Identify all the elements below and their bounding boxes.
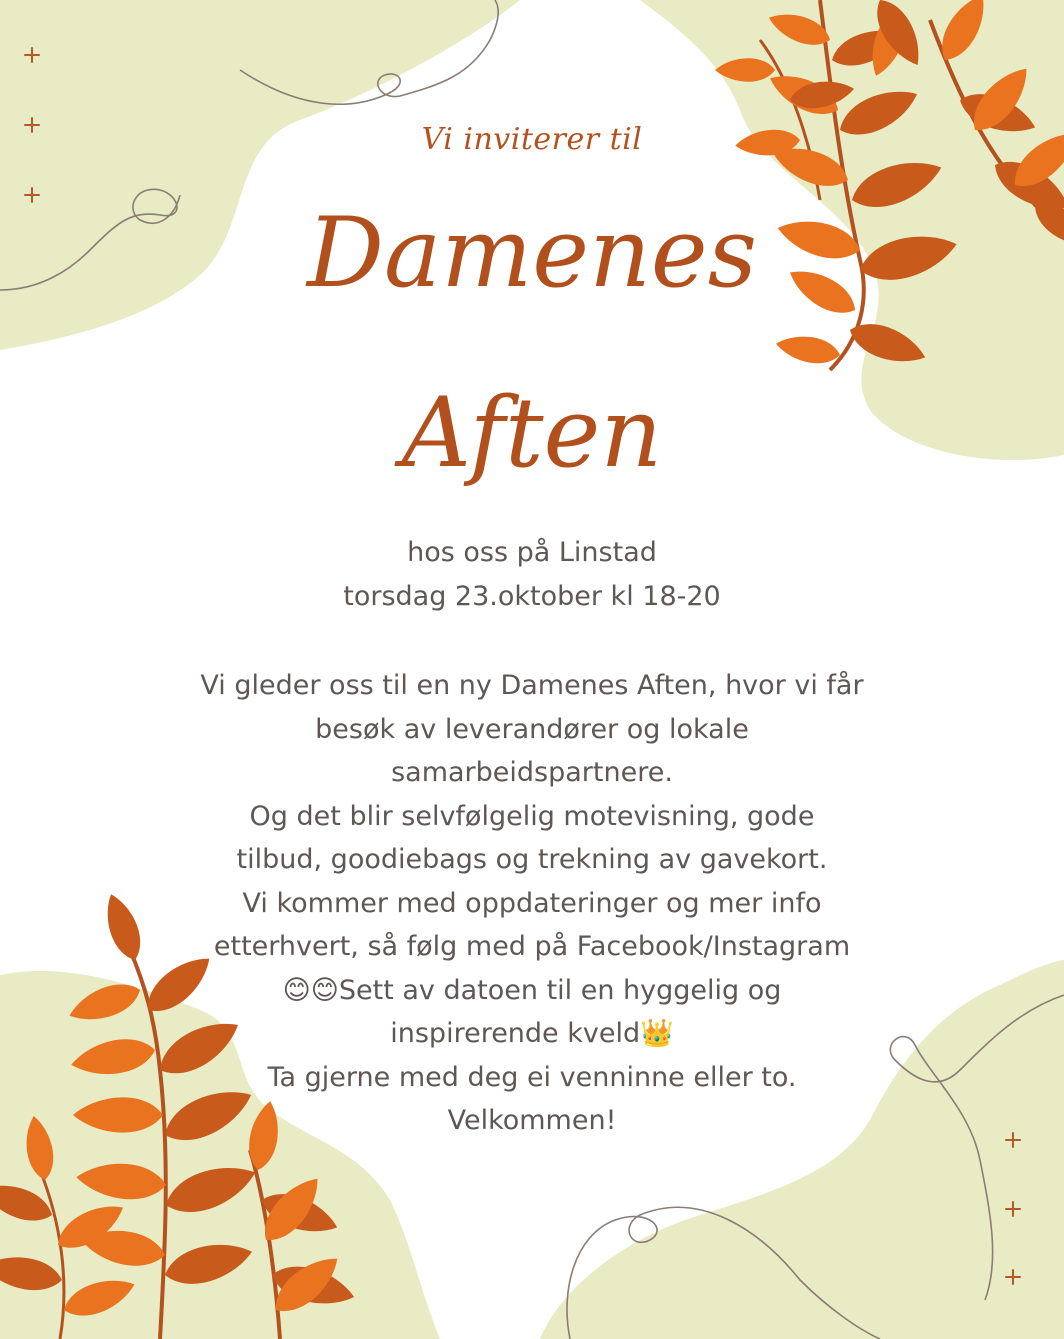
description-line: Vi kommer med oppdateringer og mer info [242, 887, 822, 919]
description-line: Og det blir selvfølgelig motevisning, gode [249, 800, 815, 832]
description-line: tilbud, goodiebags og trekning av gavekort. [236, 844, 828, 875]
event-description [118, 664, 946, 1143]
description-line: inspirerende kveld👑 [390, 1018, 674, 1049]
description-line: etterhvert, så følg med på Facebook/Instagram [213, 931, 851, 962]
intro-text: Vi inviterer til [421, 122, 643, 157]
event-date-time: torsdag 23.oktober kl 18-20 [343, 581, 721, 612]
title-line-1: Damenes [307, 197, 757, 309]
description-line: 😊😊Sett av datoen til en hyggelig og [282, 974, 782, 1006]
description-line: besøk av leverandører og lokale [315, 713, 749, 745]
title-line-2: Aften [401, 377, 663, 489]
description-line: Ta gjerne med deg ei venninne eller to. [267, 1061, 797, 1093]
event-location: hos oss på Linstad [407, 537, 657, 568]
description-line: samarbeidspartnere. [391, 757, 673, 788]
description-line: Velkommen! [447, 1105, 617, 1136]
description-line: Vi gleder oss til en ny Damenes Aften, hvor vi får [200, 670, 864, 701]
